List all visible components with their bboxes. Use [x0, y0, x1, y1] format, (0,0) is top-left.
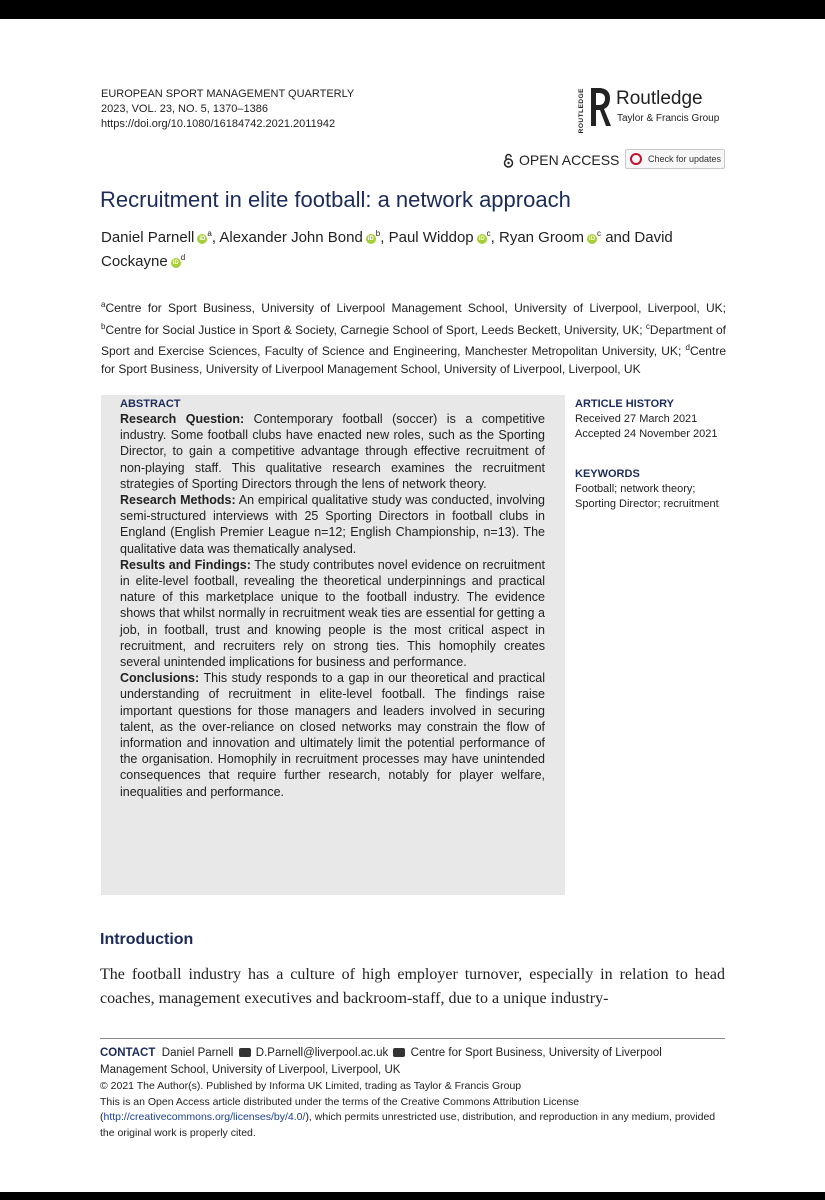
keywords-heading: KEYWORDS	[575, 468, 640, 480]
article-sidebar	[575, 397, 735, 512]
contact-address: Centre for Sport Business, University of Liverpool Management School, University of Liverpool, Liverpool, UK	[100, 1047, 662, 1076]
orcid-icon[interactable]: iD	[589, 236, 596, 242]
abstract-section: Results and Findings: The study contributes novel evidence on recruitment in elite-level football, revealing the theoretical underpinnings and practical nature of this marketplace unique to the football industry. The evidence shows that whilst normally in recruitment weak ties are essential for getting a job, in football, trust and knowing people is the most critical aspect in recruitment, and recruiters rely on strong ties. This homophily creates several unintended implications for business and performance.	[120, 557, 545, 670]
crossmark-icon	[630, 153, 642, 165]
abstract	[120, 397, 545, 800]
abstract-section: Research Methods: An empirical qualitative study was conducted, involving semi-structured interviews with 25 Sporting Directors in football clubs in England (English Premier League n=12; English Championship, n=13). The qualitative data was thematically analysed.	[120, 493, 545, 556]
publisher-vertical-text: ROUTLEDGE	[578, 88, 585, 134]
copyright-text: © 2021 The Author(s). Published by Informa UK Limited, trading as Taylor & Francis Group	[100, 1080, 522, 1092]
author: Paul Widdop $iD^c$,	[388, 229, 499, 246]
check-for-updates-label: Check for updates	[648, 154, 722, 164]
orcid-icon[interactable]: iD	[367, 236, 374, 242]
orcid-icon[interactable]: iD	[172, 260, 179, 266]
journal-name: EUROPEAN SPORT MANAGEMENT QUARTERLY	[101, 88, 355, 100]
license-info	[100, 1079, 725, 1141]
accepted-date: Accepted 24 November 2021	[575, 428, 718, 440]
email-icon	[239, 1048, 251, 1057]
address-icon	[393, 1048, 405, 1057]
author: Daniel Parnell $iD^a$,	[101, 229, 220, 246]
author: Alexander John Bond $iD^b$,	[219, 229, 389, 246]
article-title: Recruitment in elite football: a network approach	[100, 187, 571, 212]
open-lock-icon	[503, 153, 514, 168]
contact-name: Daniel Parnell	[161, 1047, 234, 1059]
keywords-list: Football; network theory; Sporting Director; recruitment	[575, 483, 719, 510]
check-for-updates-button[interactable]	[625, 149, 725, 169]
open-access-label: OPEN ACCESS	[519, 152, 620, 168]
journal-doi[interactable]: https://doi.org/10.1080/16184742.2021.2011942	[101, 118, 336, 130]
footnote-divider	[100, 1038, 725, 1039]
author: Ryan Groom $iD^c$ and	[499, 229, 635, 246]
orcid-icon[interactable]: iD	[199, 236, 206, 242]
author: David Cockayne $iD^d$	[101, 229, 673, 270]
publisher-name: Routledge	[616, 88, 703, 109]
routledge-r-icon	[588, 86, 612, 128]
open-access-badge	[503, 152, 619, 168]
contact-email[interactable]: D.Parnell@liverpool.ac.uk	[255, 1047, 389, 1059]
contact-label: CONTACT	[100, 1047, 156, 1059]
contact-info	[100, 1045, 725, 1079]
introduction-text: The football industry has a culture of high employer turnover, especially in relation to head coaches, management executives and backroom-staff, due to a unique industry-	[100, 966, 725, 1007]
license-link[interactable]: http://creativecommons.org/licenses/by/4.0/	[103, 1111, 306, 1123]
affiliations: $^a$Centre for Sport Business, University of Liverpool Management School, University of Liverpool, Liverpool, UK; $^b$Centre for Social Justice in Sport & Society, Carnegie School of Sport, Leeds Beckett, University, UK; $^c$Department of Sport and Exercise Sciences, Faculty of Science and Engineering, Manchester Metropolitan University, UK; $^d$Centre for Sport Business, University of Liverpool Management School, University of Liverpool, Liverpool, UK	[101, 300, 726, 376]
license-text: This is an Open Access article distributed under the terms of the Creative Commons Attribution License (http://creativecommons.org/licenses/by/4.0/), which permits unrestricted use, distribution, and reproduction in any medium, provided the original work is properly cited.	[100, 1095, 716, 1139]
abstract-heading: ABSTRACT	[120, 398, 181, 410]
publisher-group: Taylor & Francis Group	[617, 113, 720, 124]
abstract-section: Research Question: Contemporary football (soccer) is a competitive industry. Some football clubs have enacted new roles, such as the Sporting Director, to gain a competitive advantage through effective recruitment of non-playing staff. This qualitative research examines the recruitment strategies of Sporting Directors through the lens of network theory.	[120, 412, 545, 491]
received-date: Received 27 March 2021	[575, 413, 698, 425]
introduction-heading: Introduction	[100, 931, 194, 948]
author-list	[101, 224, 731, 272]
abstract-section: Conclusions: This study responds to a gap in our theoretical and practical understanding of recruitment in elite-level football. The findings raise important questions for those managers and leaders involved in securing talent, as the over-reliance on closed networks may constrain the flow of information and innovation and ultimately limit the potential performance of the organisation. Homophily in recruitment processes may have unintended consequences that require further research, notably for player welfare, inequalities and performance.	[120, 671, 545, 799]
journal-info	[101, 87, 354, 132]
history-heading: ARTICLE HISTORY	[575, 398, 675, 410]
orcid-icon[interactable]: iD	[478, 236, 485, 242]
article-page	[0, 19, 825, 1192]
journal-volume: 2023, VOL. 23, NO. 5, 1370–1386	[101, 103, 268, 115]
